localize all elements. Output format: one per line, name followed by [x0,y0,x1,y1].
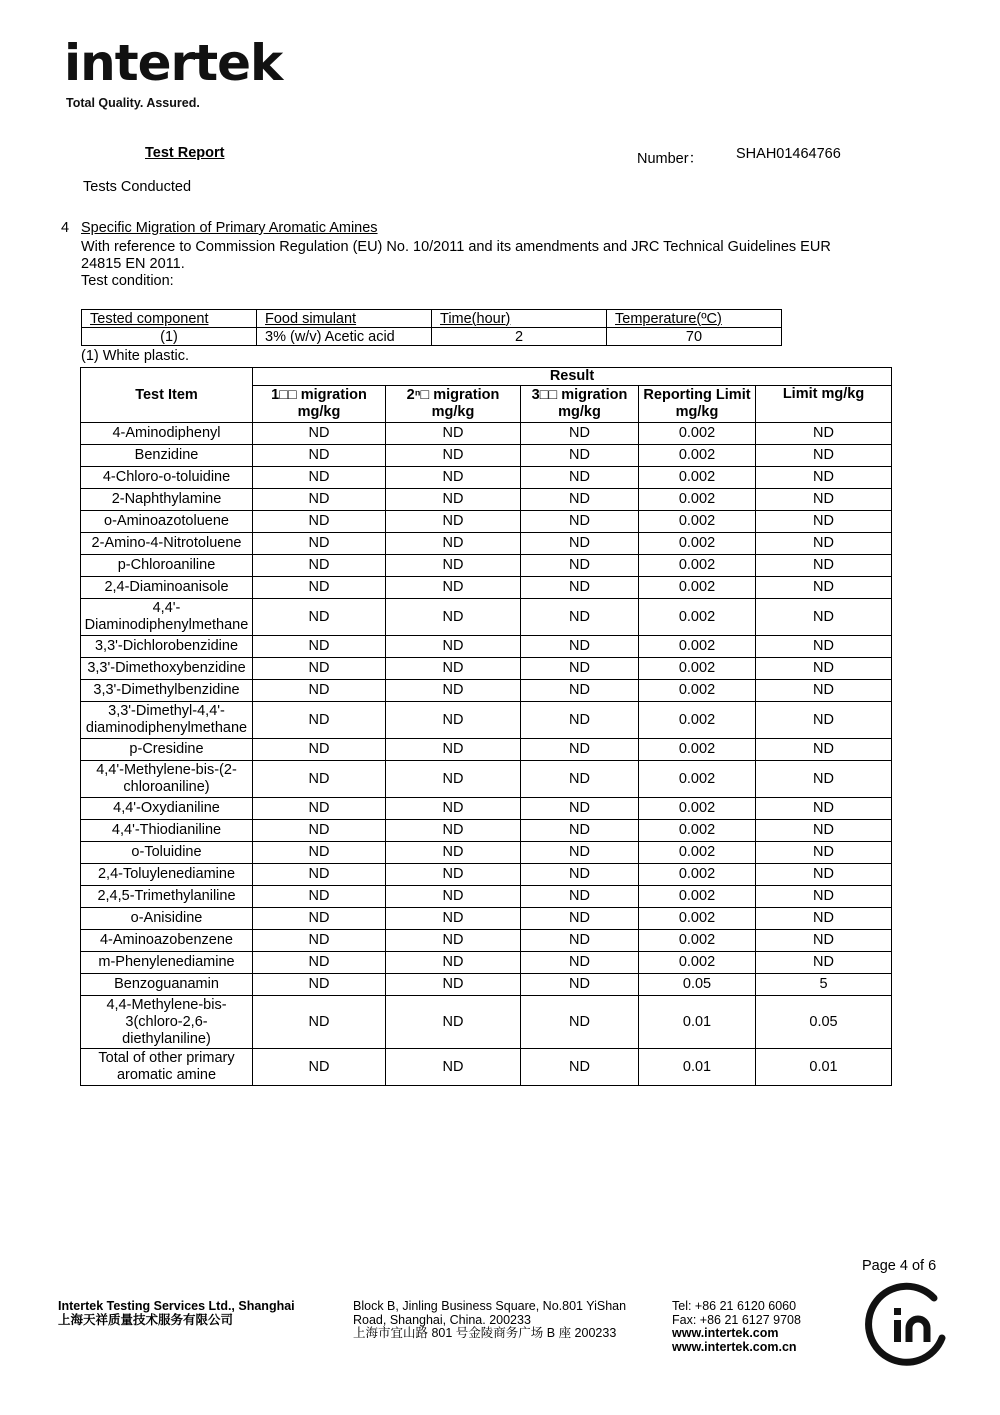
result-value-cell: ND [386,739,521,761]
result-value-cell: ND [386,930,521,952]
result-value-cell: 0.002 [639,577,756,599]
test-item-cell: o-Toluidine [81,842,253,864]
test-item-cell: o-Aminoazotoluene [81,511,253,533]
result-value-cell: ND [521,739,639,761]
result-value-cell: 0.05 [639,974,756,996]
result-value-cell: ND [521,952,639,974]
result-value-cell: ND [386,974,521,996]
reference-line-2: 24815 EN 2011. [81,256,185,272]
reference-line-1: With reference to Commission Regulation (EU) No. 10/2011 and its amendments and JRC Technical Guidelines EUR [81,239,831,255]
migration-1-header [253,386,386,423]
reporting-limit-label: Reporting Limit [643,387,751,403]
result-value-cell: ND [386,886,521,908]
result-value-cell: ND [521,798,639,820]
result-value-cell: 0.002 [639,467,756,489]
intertek-logo: intertek [64,34,283,92]
result-value-cell: ND [253,952,386,974]
result-value-cell: ND [756,511,892,533]
result-value-cell: 0.002 [639,680,756,702]
result-value-cell: ND [756,864,892,886]
result-value-cell: ND [521,423,639,445]
result-value-cell: ND [756,555,892,577]
result-value-cell: 0.002 [639,555,756,577]
limit-label: Limit mg/kg [782,386,865,402]
test-item-cell: p-Chloroaniline [81,555,253,577]
result-value-cell: ND [521,908,639,930]
result-value-cell: 5 [756,974,892,996]
footer-contact [672,1300,801,1354]
result-value-cell: ND [253,864,386,886]
test-item-cell: p-Cresidine [81,739,253,761]
result-value-cell: ND [756,636,892,658]
section-number: 4 [61,220,70,236]
test-item-cell: 4-Aminodiphenyl [81,423,253,445]
table-row [81,886,892,908]
result-value-cell: ND [253,974,386,996]
company-name-cn: 上海天祥质量技术服务有限公司 [58,1312,234,1327]
table-row [81,1049,892,1086]
table-row [81,930,892,952]
result-value-cell: ND [521,577,639,599]
condition-header-cell: Tested component [82,310,257,328]
test-item-cell: Benzoguanamin [81,974,253,996]
condition-value-cell: 70 [607,328,782,346]
report-number-label: Number： [637,151,704,167]
test-item-cell: 3,3'-Dichlorobenzidine [81,636,253,658]
result-value-cell: ND [253,445,386,467]
table-row [81,908,892,930]
migration-3-unit: mg/kg [558,404,601,420]
component-note: (1) White plastic. [81,348,189,364]
test-item-cell: Total of other primary aromatic amine [81,1049,253,1086]
migration-1-label: 1□□ migration [271,387,367,403]
result-value-cell: 0.002 [639,511,756,533]
section-title: Specific Migration of Primary Aromatic Amines [81,220,378,236]
result-value-cell: ND [386,533,521,555]
result-value-cell: ND [386,908,521,930]
result-header: Result [253,368,892,386]
result-value-cell: ND [756,680,892,702]
result-value-cell: ND [756,533,892,555]
footer-website-cn-link[interactable]: www.intertek.com.cn [672,1339,797,1354]
result-value-cell: ND [253,680,386,702]
footer-tel: Tel: +86 21 6120 6060 [672,1299,797,1313]
result-value-cell: 0.002 [639,636,756,658]
result-value-cell: ND [386,952,521,974]
result-value-cell: ND [253,996,386,1049]
test-item-cell: 4,4'-Thiodianiline [81,820,253,842]
footer-fax: Fax: +86 21 6127 9708 [672,1312,801,1327]
result-value-cell: ND [756,820,892,842]
result-value-cell: 0.01 [756,1049,892,1086]
result-value-cell: ND [521,533,639,555]
result-value-cell: ND [756,886,892,908]
result-value-cell: ND [756,445,892,467]
table-row [81,533,892,555]
result-value-cell: ND [253,798,386,820]
test-item-cell: 4-Aminoazobenzene [81,930,253,952]
result-value-cell: ND [521,1049,639,1086]
result-value-cell: ND [253,886,386,908]
table-row [81,577,892,599]
result-value-cell: ND [253,739,386,761]
test-item-cell: 4,4-Methylene-bis- 3(chloro-2,6- diethylaniline) [81,996,253,1049]
table-row [81,974,892,996]
condition-header-row [82,310,782,328]
result-value-cell: ND [386,1049,521,1086]
result-value-cell: ND [253,1049,386,1086]
result-value-cell: ND [386,761,521,798]
page-number: Page 4 of 6 [862,1258,937,1274]
test-item-cell: o-Anisidine [81,908,253,930]
table-row [81,555,892,577]
result-value-cell: 0.002 [639,761,756,798]
result-value-cell: ND [756,658,892,680]
result-value-cell: 0.05 [756,996,892,1049]
result-value-cell: ND [386,636,521,658]
result-value-cell: 0.002 [639,445,756,467]
table-row [81,761,892,798]
table-row [81,842,892,864]
migration-3-label: 3□□ migration [531,387,628,403]
result-value-cell: ND [756,761,892,798]
result-value-cell: ND [386,577,521,599]
result-value-cell: ND [756,798,892,820]
table-row [81,739,892,761]
result-value-cell: ND [386,467,521,489]
report-title: Test Report [145,145,225,161]
test-item-cell: 2,4-Diaminoanisole [81,577,253,599]
result-value-cell: ND [386,702,521,739]
result-value-cell: ND [386,842,521,864]
result-value-cell: ND [253,577,386,599]
migration-2-label: 2ⁿ□ migration [406,387,500,403]
footer-address [353,1300,626,1341]
result-value-cell: ND [756,577,892,599]
result-value-cell: ND [521,467,639,489]
condition-value-row [82,328,782,346]
result-value-cell: 0.002 [639,798,756,820]
result-value-cell: ND [521,511,639,533]
result-value-cell: ND [756,908,892,930]
test-item-cell: 2,4-Toluylenediamine [81,864,253,886]
result-value-cell: ND [386,680,521,702]
result-value-cell: ND [386,798,521,820]
footer-company [58,1300,295,1327]
result-value-cell: ND [253,599,386,636]
result-value-cell: ND [253,423,386,445]
result-value-cell: ND [756,702,892,739]
migration-2-unit: mg/kg [431,404,475,420]
result-value-cell: ND [386,489,521,511]
result-value-cell: ND [386,423,521,445]
table-row [81,599,892,636]
results-header-row-1 [81,368,892,386]
test-condition-label: Test condition: [81,273,174,289]
result-value-cell: ND [521,761,639,798]
result-value-cell: 0.002 [639,489,756,511]
reporting-limit-header [639,386,756,423]
result-value-cell: 0.002 [639,886,756,908]
table-row [81,636,892,658]
test-item-cell: Benzidine [81,445,253,467]
table-row [81,680,892,702]
result-value-cell: ND [253,489,386,511]
table-row [81,445,892,467]
result-value-cell: ND [253,511,386,533]
test-condition-table [81,309,782,346]
result-value-cell: ND [386,511,521,533]
test-item-cell: 4-Chloro-o-toluidine [81,467,253,489]
result-value-cell: ND [253,636,386,658]
result-value-cell: ND [386,658,521,680]
result-value-cell: ND [521,820,639,842]
result-value-cell: ND [521,842,639,864]
result-value-cell: ND [521,886,639,908]
result-value-cell: 0.002 [639,842,756,864]
test-item-cell: 3,3'-Dimethylbenzidine [81,680,253,702]
test-item-cell: 2-Amino-4-Nitrotoluene [81,533,253,555]
table-row [81,798,892,820]
test-item-cell: 4,4'-Methylene-bis-(2- chloroaniline) [81,761,253,798]
result-value-cell: ND [521,974,639,996]
condition-header-cell: Food simulant [257,310,432,328]
migration-3-header [521,386,639,423]
result-value-cell: ND [756,930,892,952]
result-value-cell: ND [521,599,639,636]
result-value-cell: ND [253,930,386,952]
table-row [81,820,892,842]
result-value-cell: ND [521,680,639,702]
result-value-cell: 0.01 [639,996,756,1049]
result-value-cell: ND [521,489,639,511]
reporting-limit-unit: mg/kg [675,404,719,420]
test-item-cell: 3,3'-Dimethyl-4,4'- diaminodiphenylmethane [81,702,253,739]
limit-header [756,386,892,423]
table-row [81,511,892,533]
result-value-cell: ND [756,842,892,864]
test-item-header: Test Item [81,368,253,423]
table-row [81,489,892,511]
result-value-cell: ND [521,636,639,658]
table-row [81,952,892,974]
result-value-cell: ND [521,555,639,577]
result-value-cell: 0.002 [639,702,756,739]
result-value-cell: ND [386,555,521,577]
result-value-cell: ND [521,996,639,1049]
result-value-cell: ND [386,996,521,1049]
result-value-cell: ND [756,952,892,974]
results-body [81,423,892,1086]
tests-conducted-heading: Tests Conducted [83,179,192,195]
intertek-in-icon [864,1280,950,1366]
result-value-cell: ND [756,423,892,445]
result-value-cell: 0.002 [639,820,756,842]
condition-value-cell: 3% (w/v) Acetic acid [257,328,432,346]
result-value-cell: 0.002 [639,533,756,555]
table-row [81,423,892,445]
result-value-cell: 0.002 [639,658,756,680]
table-row [81,702,892,739]
section-reference [81,239,881,290]
result-value-cell: 0.01 [639,1049,756,1086]
test-item-cell: m-Phenylenediamine [81,952,253,974]
company-name-en: Intertek Testing Services Ltd., Shanghai [58,1299,295,1313]
result-value-cell: ND [386,820,521,842]
test-item-cell: 4,4'- Diaminodiphenylmethane [81,599,253,636]
results-table [80,367,892,1086]
result-value-cell: ND [253,702,386,739]
condition-header-cell: Temperature(ºC) [607,310,782,328]
result-value-cell: ND [521,658,639,680]
result-value-cell: ND [253,555,386,577]
result-value-cell: ND [521,930,639,952]
result-value-cell: ND [386,599,521,636]
result-value-cell: ND [756,599,892,636]
result-value-cell: 0.002 [639,739,756,761]
result-value-cell: 0.002 [639,952,756,974]
address-cn: 上海市宜山路 801 号金陵商务广场 B 座 200233 [353,1326,617,1340]
result-value-cell: ND [253,908,386,930]
result-value-cell: 0.002 [639,599,756,636]
result-value-cell: ND [253,658,386,680]
result-value-cell: ND [253,842,386,864]
condition-value-cell: 2 [432,328,607,346]
result-value-cell: 0.002 [639,930,756,952]
result-value-cell: 0.002 [639,908,756,930]
report-number-value: SHAH01464766 [736,146,841,162]
result-value-cell: ND [386,864,521,886]
test-item-cell: 3,3'-Dimethoxybenzidine [81,658,253,680]
test-item-cell: 4,4'-Oxydianiline [81,798,253,820]
result-value-cell: ND [253,820,386,842]
migration-1-unit: mg/kg [297,404,341,420]
logo-tagline: Total Quality. Assured. [66,96,200,110]
result-value-cell: ND [253,761,386,798]
result-value-cell: ND [521,702,639,739]
address-line-2: Road, Shanghai, China. 200233 [353,1312,531,1327]
table-row [81,658,892,680]
migration-2-header [386,386,521,423]
condition-value-cell: (1) [82,328,257,346]
table-row [81,996,892,1049]
table-row [81,864,892,886]
result-value-cell: 0.002 [639,423,756,445]
test-item-cell: 2-Naphthylamine [81,489,253,511]
result-value-cell: ND [521,864,639,886]
result-value-cell: ND [521,445,639,467]
condition-header-cell: Time(hour) [432,310,607,328]
result-value-cell: ND [756,739,892,761]
result-value-cell: 0.002 [639,864,756,886]
address-line-1: Block B, Jinling Business Square, No.801 YiShan [353,1299,627,1313]
result-value-cell: ND [756,467,892,489]
table-row [81,467,892,489]
result-value-cell: ND [756,489,892,511]
result-value-cell: ND [253,467,386,489]
footer-website-link[interactable]: www.intertek.com [672,1326,779,1340]
test-item-cell: 2,4,5-Trimethylaniline [81,886,253,908]
result-value-cell: ND [386,445,521,467]
result-value-cell: ND [253,533,386,555]
